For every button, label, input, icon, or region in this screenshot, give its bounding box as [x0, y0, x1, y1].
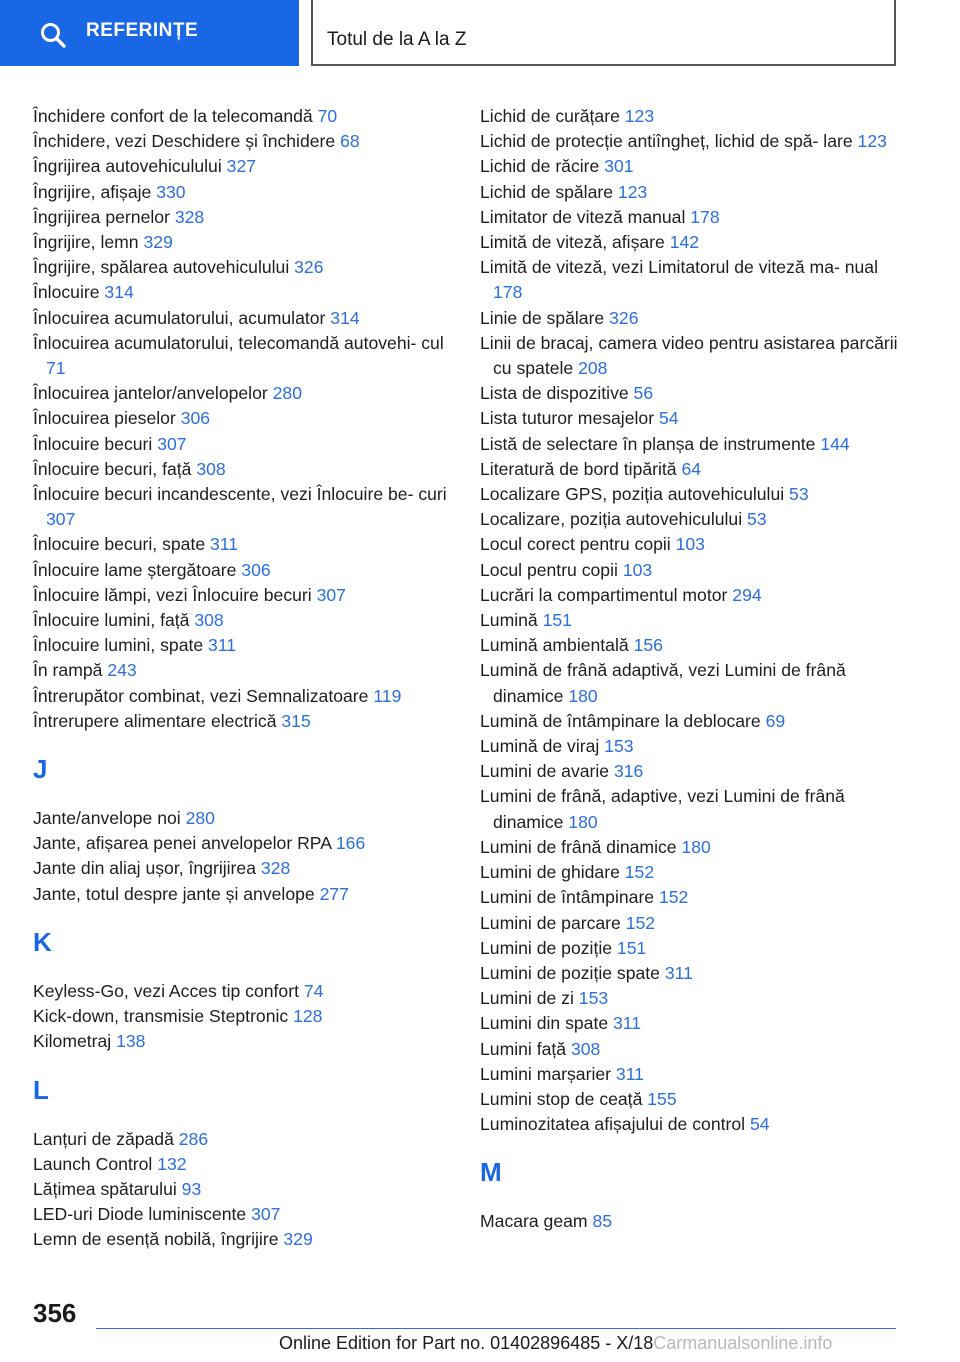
- index-entry: [480, 734, 900, 759]
- page-link[interactable]: 307: [251, 1204, 281, 1225]
- index-entry: [480, 1112, 900, 1137]
- index-entry: [480, 608, 900, 633]
- page-link[interactable]: 308: [194, 610, 224, 631]
- watermark: Carmanualsonline.info: [653, 1333, 833, 1353]
- index-entry: [480, 633, 900, 658]
- index-entry: [33, 1127, 453, 1152]
- index-term: Listă de selectare în planșa de instrumente: [480, 433, 816, 454]
- index-entry: [33, 532, 453, 557]
- index-term: Lumini de zi: [480, 988, 574, 1009]
- index-entry: [480, 885, 900, 910]
- page-link[interactable]: 307: [157, 433, 187, 454]
- page-link[interactable]: 311: [613, 1013, 642, 1034]
- index-entry: [33, 381, 453, 406]
- index-entry: [33, 558, 453, 583]
- index-term: Îngrijire, afișaje: [33, 181, 152, 202]
- index-term: Închidere confort de la telecomandă: [33, 106, 313, 126]
- index-term: Înlocuire lumini, spate: [33, 635, 204, 656]
- index-entry: [480, 1087, 900, 1112]
- index-term: Limită de viteză, afișare: [480, 232, 665, 253]
- index-term: Închidere, vezi Deschidere și închidere: [33, 131, 336, 152]
- index-entry: [33, 1202, 453, 1227]
- index-entry: [480, 381, 900, 406]
- references-tab[interactable]: [0, 0, 299, 66]
- index-letter-heading: M: [480, 1157, 502, 1188]
- index-entry: [480, 1062, 900, 1087]
- page-link[interactable]: 311: [210, 534, 239, 555]
- index-term: Lichid de spălare: [480, 181, 614, 202]
- page-link[interactable]: 307: [316, 584, 346, 605]
- index-term: Îngrijirea autovehiculului: [33, 156, 222, 177]
- index-term: Linie de spălare: [480, 307, 605, 328]
- index-term: Înlocuire becuri, spate: [33, 534, 206, 555]
- index-term: Kick-down, transmisie Steptronic: [33, 1006, 289, 1027]
- index-entry: [480, 230, 900, 255]
- page-link[interactable]: 144: [820, 433, 850, 454]
- index-term: Locul pentru copii: [480, 559, 618, 580]
- index-term: Înlocuirea pieselor: [33, 408, 176, 429]
- index-term: Literatură de bord tipărită: [480, 458, 677, 479]
- index-term: Keyless-Go, vezi Acces tip confort: [33, 980, 299, 1001]
- index-entry: [33, 633, 453, 658]
- index-term: Macara geam: [480, 1211, 588, 1232]
- page-link[interactable]: 68: [340, 131, 360, 152]
- index-entry: [33, 1004, 453, 1029]
- references-label: REFERINȚE: [86, 20, 199, 41]
- index-entry: [480, 784, 900, 834]
- index-entry: [33, 205, 453, 230]
- search-icon: [40, 22, 66, 48]
- page-link[interactable]: 277: [319, 883, 349, 904]
- index-term: Lichid de protecție antiîngheț, lichid de spă- lare: [480, 131, 853, 152]
- index-entry: [33, 255, 453, 280]
- page-link[interactable]: 326: [294, 257, 324, 278]
- index-entry: [33, 882, 453, 907]
- page-link[interactable]: 151: [616, 937, 647, 958]
- page-link[interactable]: 128: [293, 1006, 323, 1027]
- index-term: Jante, afișarea penei anvelopelor RPA: [33, 833, 331, 854]
- page-link[interactable]: 53: [789, 484, 809, 505]
- page-link[interactable]: 155: [647, 1088, 677, 1109]
- index-entry: [480, 129, 900, 154]
- index-term: În rampă: [33, 660, 103, 681]
- page-link[interactable]: 328: [174, 206, 205, 227]
- page-link[interactable]: 119: [373, 685, 402, 706]
- page-link[interactable]: 74: [303, 980, 324, 1001]
- footer-divider: [96, 1328, 896, 1329]
- index-entry: [33, 306, 453, 331]
- page-number: 356: [33, 1298, 77, 1328]
- page-link[interactable]: 123: [617, 181, 648, 202]
- page-link[interactable]: 286: [178, 1128, 209, 1149]
- page-link[interactable]: 180: [681, 836, 711, 857]
- index-entry: [33, 831, 453, 856]
- page-link[interactable]: 306: [241, 559, 271, 580]
- index-term: Jante din aliaj ușor, îngrijirea: [33, 858, 256, 879]
- page-link[interactable]: 330: [156, 181, 186, 202]
- index-term: Luminozitatea afișajului de control: [480, 1114, 746, 1135]
- page-link[interactable]: 156: [633, 635, 663, 656]
- index-term: Lumini de ghidare: [480, 862, 620, 883]
- index-entry: [480, 432, 900, 457]
- page-link[interactable]: 138: [116, 1031, 146, 1052]
- index-term: Lumină: [480, 610, 538, 631]
- index-entry: [33, 406, 453, 431]
- page-link[interactable]: 301: [604, 156, 634, 177]
- index-term: Înlocuirea acumulatorului, acumulator: [33, 307, 326, 328]
- index-entry: [33, 1152, 453, 1177]
- page-link[interactable]: 294: [732, 584, 762, 605]
- page-link[interactable]: 308: [570, 1038, 601, 1059]
- page-link[interactable]: 180: [568, 811, 598, 832]
- index-term: Lumină de viraj: [480, 736, 600, 757]
- index-entry: [33, 1029, 453, 1054]
- page-link[interactable]: 152: [658, 887, 689, 908]
- index-entry: [33, 154, 453, 179]
- index-entry: [480, 961, 900, 986]
- index-term: Lichid de răcire: [480, 156, 600, 177]
- page-link[interactable]: 93: [181, 1178, 202, 1199]
- index-entry: [33, 180, 453, 205]
- index-term: Lista tuturor mesajelor: [480, 408, 655, 429]
- page-link[interactable]: 178: [690, 206, 720, 227]
- index-entry: [480, 482, 900, 507]
- index-term: Kilometraj: [33, 1031, 112, 1052]
- index-term: Lumini de poziție: [480, 937, 613, 958]
- index-entry: [480, 406, 900, 431]
- index-term: Lumini de întâmpinare: [480, 887, 655, 908]
- index-entry: [480, 507, 900, 532]
- page-link[interactable]: 306: [180, 408, 211, 429]
- page-link[interactable]: 327: [226, 156, 257, 177]
- index-entry: [33, 684, 453, 709]
- index-term: Îngrijire, lemn: [33, 232, 139, 253]
- index-term: Înlocuirea acumulatorului, telecomandă autovehi- cul: [33, 332, 444, 353]
- index-term: Întrerupere alimentare electrică: [33, 710, 277, 731]
- index-entry: [33, 1227, 453, 1252]
- index-term: Linii de bracaj, camera video pentru asistarea parcării cu spatele: [480, 332, 898, 379]
- index-entry: [33, 709, 453, 734]
- index-term: Lumini de poziție spate: [480, 962, 660, 983]
- index-term: Lemn de esență nobilă, îngrijire: [33, 1229, 279, 1250]
- index-entry: [480, 1037, 900, 1062]
- page-link[interactable]: 64: [681, 458, 702, 479]
- index-entry: [33, 129, 453, 154]
- section-title-box: [311, 0, 896, 66]
- page-title: Totul de la A la Z: [327, 29, 467, 50]
- page-link[interactable]: 315: [281, 710, 311, 731]
- index-column-right: [480, 104, 900, 1235]
- index-term: Lățimea spătarului: [33, 1178, 177, 1199]
- index-term: Locul corect pentru copii: [480, 534, 671, 555]
- index-entry: [33, 230, 453, 255]
- index-entry: [33, 856, 453, 881]
- page-link[interactable]: 208: [578, 358, 608, 379]
- index-term: Limită de viteză, vezi Limitatorul de viteză ma- nual: [480, 257, 878, 278]
- page-link[interactable]: 280: [185, 808, 215, 829]
- page-link[interactable]: 307: [46, 509, 76, 530]
- index-term: Lumini față: [480, 1038, 567, 1059]
- index-entry: [480, 104, 900, 129]
- index-entry: [480, 936, 900, 961]
- index-column-left: [33, 104, 453, 1253]
- index-entry: [33, 806, 453, 831]
- index-term: Înlocuire: [33, 282, 100, 303]
- index-term: Lumini stop de ceață: [480, 1088, 643, 1109]
- index-term: Jante, totul despre jante și anvelope: [33, 883, 315, 904]
- page-link[interactable]: 132: [157, 1153, 187, 1174]
- index-entry: [33, 658, 453, 683]
- index-term: Înlocuire becuri: [33, 433, 153, 454]
- index-entry: [33, 583, 453, 608]
- page-link[interactable]: 151: [542, 610, 572, 631]
- index-term: Înlocuirea jantelor/anvelopelor: [33, 383, 268, 404]
- page-link[interactable]: 329: [283, 1229, 313, 1250]
- index-entry: [480, 331, 900, 381]
- page-link[interactable]: 69: [765, 710, 786, 731]
- index-term: Întrerupător combinat, vezi Semnalizatoare: [33, 685, 369, 706]
- index-entry: [33, 104, 453, 129]
- page-link[interactable]: 85: [592, 1211, 613, 1232]
- index-entry: [480, 986, 900, 1011]
- index-term: Jante/anvelope noi: [33, 808, 181, 829]
- index-term: Îngrijirea pernelor: [33, 206, 170, 227]
- index-entry: [480, 532, 900, 557]
- index-term: Lumină de frână adaptivă, vezi Lumini de frână dinamice: [480, 660, 846, 706]
- page-link[interactable]: 308: [196, 458, 226, 479]
- page-link[interactable]: 153: [604, 736, 634, 757]
- page-link[interactable]: 103: [675, 534, 705, 555]
- index-entry: [33, 432, 453, 457]
- page-link[interactable]: 123: [624, 106, 655, 126]
- index-entry: [33, 482, 453, 532]
- index-term: Lumini de avarie: [480, 761, 610, 782]
- index-entry: [480, 709, 900, 734]
- index-entry: [33, 979, 453, 1004]
- page-link[interactable]: 56: [633, 383, 654, 404]
- page-link[interactable]: 243: [107, 660, 137, 681]
- page-link[interactable]: 152: [625, 912, 656, 933]
- index-entry: [480, 583, 900, 608]
- index-entry: [33, 608, 453, 633]
- index-entry: [33, 280, 453, 305]
- index-entry: [480, 255, 900, 305]
- page-link[interactable]: 178: [493, 282, 523, 303]
- index-term: Localizare GPS, poziția autovehiculului: [480, 484, 785, 505]
- index-term: Îngrijire, spălarea autovehiculului: [33, 257, 290, 278]
- page-link[interactable]: 329: [143, 232, 173, 253]
- index-letter-heading: K: [33, 926, 52, 957]
- page-link[interactable]: 314: [330, 307, 360, 328]
- page-link[interactable]: 123: [857, 131, 887, 152]
- index-term: Lumini din spate: [480, 1013, 609, 1034]
- index-entry: [480, 306, 900, 331]
- page-link[interactable]: 280: [272, 383, 302, 404]
- page-link[interactable]: 326: [609, 307, 639, 328]
- index-term: Lucrări la compartimentul motor: [480, 584, 728, 605]
- page-link[interactable]: 103: [622, 559, 653, 580]
- index-entry: [480, 759, 900, 784]
- page-link[interactable]: 53: [747, 509, 767, 530]
- index-entry: [33, 331, 453, 381]
- index-term: Lumină de întâmpinare la deblocare: [480, 710, 761, 731]
- page-link[interactable]: 311: [615, 1063, 644, 1084]
- index-term: Înlocuire becuri, față: [33, 458, 192, 479]
- index-term: Limitator de viteză manual: [480, 206, 686, 227]
- page-link[interactable]: 311: [664, 962, 693, 983]
- index-entry: [480, 911, 900, 936]
- index-entry: [480, 835, 900, 860]
- index-term: Lumină ambientală: [480, 635, 629, 656]
- index-term: Lumini marșarier: [480, 1063, 612, 1084]
- index-term: Înlocuire lumini, față: [33, 610, 190, 631]
- page-link[interactable]: 166: [335, 833, 366, 854]
- index-term: Lumini de frână, adaptive, vezi Lumini de frână dinamice: [480, 786, 845, 832]
- page-link[interactable]: 70: [317, 106, 338, 126]
- index-term: LED-uri Diode luminiscente: [33, 1204, 247, 1225]
- page-link[interactable]: 314: [104, 282, 134, 303]
- page-link[interactable]: 152: [624, 862, 655, 883]
- index-term: Localizare, poziția autovehiculului: [480, 509, 743, 530]
- index-letter-heading: J: [33, 754, 48, 785]
- index-term: Înlocuire lame ștergătoare: [33, 559, 237, 580]
- index-term: Lista de dispozitive: [480, 383, 629, 404]
- index-entry: [480, 860, 900, 885]
- index-entry: [33, 457, 453, 482]
- index-entry: [480, 154, 900, 179]
- index-term: Înlocuire becuri incandescente, vezi Înlocuire be- curi: [33, 484, 447, 505]
- index-term: Lumini de frână dinamice: [480, 836, 677, 857]
- page-link[interactable]: 328: [260, 858, 291, 879]
- index-letter-heading: L: [33, 1074, 49, 1105]
- index-entry: [480, 1011, 900, 1036]
- page-link[interactable]: 142: [669, 232, 700, 253]
- index-term: Lumini de parcare: [480, 912, 621, 933]
- page-link[interactable]: 316: [613, 761, 644, 782]
- index-term: Lanțuri de zăpadă: [33, 1128, 174, 1149]
- page-link[interactable]: 54: [658, 408, 679, 429]
- footer-text: [279, 1333, 832, 1354]
- index-entry: [480, 558, 900, 583]
- index-entry: [480, 658, 900, 708]
- page-link[interactable]: 54: [749, 1114, 770, 1135]
- page-link[interactable]: 180: [568, 685, 598, 706]
- page-link[interactable]: 71: [46, 358, 66, 379]
- index-entry: [33, 1177, 453, 1202]
- index-term: Launch Control: [33, 1153, 153, 1174]
- index-entry: [480, 457, 900, 482]
- index-entry: [480, 1209, 900, 1234]
- index-entry: [480, 180, 900, 205]
- index-entry: [480, 205, 900, 230]
- page-link[interactable]: 311: [208, 635, 237, 656]
- index-term: Înlocuire lămpi, vezi Înlocuire becuri: [33, 584, 312, 605]
- page-link[interactable]: 153: [578, 988, 609, 1009]
- page-header: [0, 0, 960, 66]
- edition-note: Online Edition for Part no. 01402896485 - X/18: [279, 1333, 654, 1353]
- index-term: Lichid de curățare: [480, 106, 620, 126]
